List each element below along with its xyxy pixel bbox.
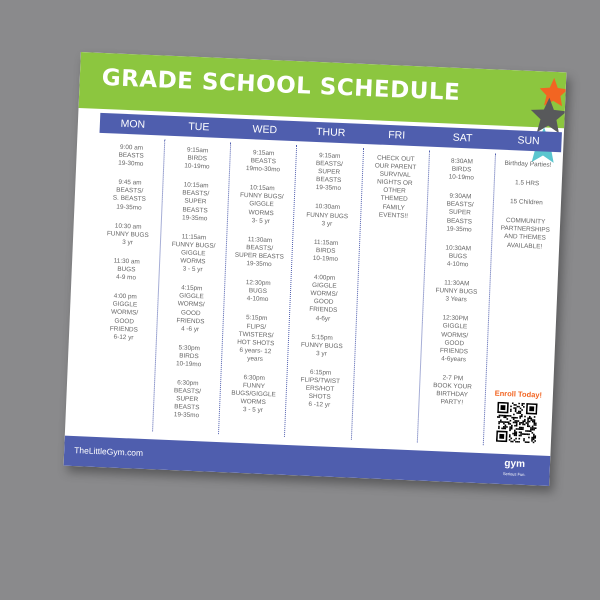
class-line: BIRTHDAY xyxy=(436,390,469,399)
class-line: AVAILABLE! xyxy=(506,241,543,251)
schedule-column-sat xyxy=(418,151,496,446)
class-entry xyxy=(167,146,227,173)
class-line: 9:30AM xyxy=(449,192,472,201)
class-line: 10-19mo xyxy=(448,173,474,182)
day-header-wed: WED xyxy=(252,123,278,137)
class-line: 4 -6 yr xyxy=(180,325,200,333)
class-line: BEASTS xyxy=(446,217,473,226)
class-line: BEASTS xyxy=(182,205,208,215)
class-line: BIRDS xyxy=(187,154,208,163)
class-line: TWISTERS/ xyxy=(238,330,274,339)
class-line: WORMS/ xyxy=(310,290,338,299)
class-line: 11:30am xyxy=(247,235,273,244)
class-line: 19-30mo xyxy=(118,159,144,168)
class-line: 10:30 am xyxy=(114,222,142,231)
class-line: BIRDS xyxy=(315,246,336,255)
class-line: 5:15pm xyxy=(311,333,333,342)
class-line: 5:15pm xyxy=(245,314,268,323)
schedule-column-wed xyxy=(219,142,297,437)
class-line: FUNNY BUGS xyxy=(435,287,478,296)
class-line: BEASTS/ xyxy=(315,160,344,169)
class-line: 10-19mo xyxy=(312,254,339,263)
class-entry xyxy=(94,292,155,343)
class-line: FUNNY BUGS/ xyxy=(171,240,216,250)
gym-logo xyxy=(503,459,527,480)
class-line: ERS/HOT xyxy=(305,384,335,393)
class-line: SUPER xyxy=(448,209,471,217)
website-link[interactable]: TheLittleGym.com xyxy=(73,445,144,458)
class-line: PARTNERSHIPS xyxy=(500,225,550,235)
class-line: SUPER xyxy=(184,197,207,206)
class-line: 10:30am xyxy=(315,203,341,212)
class-line: FRIENDS xyxy=(109,325,139,334)
class-line: HOT SHOTS xyxy=(236,338,275,348)
class-line: GIGGLE xyxy=(180,249,206,258)
class-line: 3 Years xyxy=(445,295,467,304)
class-line: NIGHTS OR xyxy=(376,178,413,188)
class-line: 11:15am xyxy=(313,238,339,247)
class-line: 19-35mo xyxy=(181,214,208,223)
class-entry xyxy=(101,143,161,170)
class-line: FUNNY BUGS xyxy=(300,341,343,350)
class-line: BIRDS xyxy=(179,352,199,361)
class-line: 4-9 mo xyxy=(115,273,137,282)
class-line: BUGS xyxy=(448,252,468,261)
schedule-column-sun xyxy=(484,153,561,447)
logo-tagline: Serious Fun. xyxy=(502,471,526,477)
class-line: GIGGLE xyxy=(179,292,204,301)
class-entry xyxy=(429,192,490,235)
class-line: 3 yr xyxy=(321,219,333,228)
class-line: FUNNY BUGS xyxy=(106,230,149,239)
class-line: 9:15am xyxy=(318,152,341,160)
class-line: GOOD xyxy=(180,308,201,317)
class-line: 1.5 HRS xyxy=(514,179,540,188)
class-line: WORMS xyxy=(240,398,266,407)
class-line: GIGGLE xyxy=(112,300,138,309)
class-line: 8:30AM xyxy=(450,157,474,166)
class-line: FUNNY BUGS/ xyxy=(239,192,284,201)
schedule-columns xyxy=(87,137,561,448)
schedule-column-fri xyxy=(351,148,429,443)
class-line: SURVIVAL xyxy=(379,170,411,180)
class-line: 3 yr xyxy=(315,349,327,358)
class-line: 9:15am xyxy=(252,149,275,158)
class-entry xyxy=(165,181,226,224)
class-line: GOOD xyxy=(313,298,334,307)
class-line: 12:30pm xyxy=(245,279,271,288)
class-entry xyxy=(229,235,289,270)
class-line: 10:30AM xyxy=(445,244,472,253)
class-line: 2-7 PM xyxy=(442,374,464,383)
class-entry xyxy=(497,179,556,190)
class-line: WORMS/ xyxy=(110,308,139,318)
day-header-mon: MON xyxy=(120,117,146,131)
class-line: 6 -12 yr xyxy=(308,401,331,410)
class-line: CHECK OUT xyxy=(376,154,415,164)
class-line: 15 Children xyxy=(509,198,543,207)
class-entry xyxy=(157,379,218,422)
class-line: 6-12 yr xyxy=(113,333,134,342)
class-line: BEASTS/ xyxy=(116,186,144,196)
class-line: FRIENDS xyxy=(309,306,338,315)
class-line: COMMUNITY xyxy=(505,217,546,226)
class-line: 6 years- 12 xyxy=(239,346,272,356)
class-line: EVENTS!! xyxy=(378,211,409,220)
class-line: 6:15pm xyxy=(309,368,332,377)
class-line: FAMILY xyxy=(382,203,406,212)
class-line: 19-35mo xyxy=(246,260,272,269)
class-line: WORMS xyxy=(180,257,206,266)
class-entry xyxy=(223,373,284,416)
orange-star-icon xyxy=(539,77,566,106)
class-line: BEASTS/ xyxy=(173,387,202,396)
class-line: 3 - 5 yr xyxy=(242,406,263,415)
class-entry xyxy=(96,257,156,284)
class-line: BUGS xyxy=(248,287,268,296)
class-line: GOOD xyxy=(444,339,465,347)
class-line: 19-35mo xyxy=(116,203,142,212)
class-line: 3 yr xyxy=(122,238,133,247)
class-line: 9:00 am xyxy=(119,143,144,152)
enroll-today-label: Enroll Today! xyxy=(494,388,543,400)
class-entry xyxy=(293,273,354,324)
class-line: 12:30PM xyxy=(442,314,469,323)
class-line: FRIENDS xyxy=(176,316,205,326)
class-line: WORMS xyxy=(248,208,274,217)
class-line: BEASTS/ xyxy=(446,200,474,209)
class-line: 4:00pm xyxy=(313,273,336,282)
class-line: Birthday Parties! xyxy=(504,159,552,169)
qr-code-icon[interactable] xyxy=(496,402,538,444)
class-line: FRIENDS xyxy=(439,346,469,356)
class-line: 4-6yr xyxy=(315,314,331,323)
class-line: 6:30pm xyxy=(243,374,266,382)
class-entry xyxy=(428,243,488,270)
class-line: years xyxy=(247,355,263,363)
schedule-flyer xyxy=(64,52,567,486)
class-entry xyxy=(163,232,224,275)
class-line: SHOTS xyxy=(308,393,331,401)
class-line: 4-10mo xyxy=(246,295,269,304)
class-entry xyxy=(297,203,357,230)
class-line: GOOD xyxy=(114,317,135,325)
logo-text: gym xyxy=(504,458,526,470)
class-line: SUPER xyxy=(175,395,199,404)
class-line: FUNNY xyxy=(242,382,266,391)
class-line: 19-35mo xyxy=(173,411,200,420)
class-line: 4:00 pm xyxy=(113,292,137,301)
class-line: WORMS/ xyxy=(441,330,469,339)
class-entry xyxy=(225,314,286,365)
class-entry xyxy=(364,154,426,221)
class-line: PARTY! xyxy=(440,398,464,407)
page-title: GRADE SCHOOL SCHEDULE xyxy=(101,64,461,106)
class-line: 10-19mo xyxy=(184,162,210,171)
class-entry xyxy=(498,160,557,171)
class-line: 9:15am xyxy=(186,146,209,155)
class-line: BIRDS xyxy=(451,165,472,174)
class-line: GIGGLE xyxy=(442,322,468,331)
class-line: GIGGLE xyxy=(249,200,274,209)
class-entry xyxy=(299,151,360,194)
class-entry xyxy=(233,149,293,176)
day-header-thur: THUR xyxy=(315,125,346,140)
day-header-sun: SUN xyxy=(517,134,540,148)
class-line: 11:30 am xyxy=(113,257,140,266)
class-line: BEASTS/ xyxy=(182,189,210,198)
class-line: OTHER xyxy=(383,187,406,196)
class-line: AND THEMES xyxy=(503,233,546,243)
class-line: 11:15am xyxy=(181,233,207,242)
class-entry xyxy=(160,284,221,335)
class-line: 19-35mo xyxy=(315,184,342,193)
class-line: SUPER xyxy=(317,168,341,177)
class-line: WORMS/ xyxy=(177,300,205,309)
class-entry xyxy=(98,222,158,249)
schedule-column-thur xyxy=(285,145,363,440)
class-line: 4-6years xyxy=(441,355,467,364)
class-line: 6:30pm xyxy=(177,379,199,388)
class-line: FLIPS/TWIST xyxy=(300,376,341,386)
class-entry xyxy=(290,368,351,411)
class-entry xyxy=(426,279,486,306)
class-line: S. BEASTS xyxy=(112,194,146,204)
class-line: 3 - 5 yr xyxy=(182,265,203,274)
class-line: 9:45 am xyxy=(118,178,142,187)
class-line: 19-35mo xyxy=(446,225,472,234)
class-line: BEASTS xyxy=(174,403,200,412)
class-entry xyxy=(497,198,556,209)
class-line: 10-19mo xyxy=(175,360,202,369)
class-line: 10:15am xyxy=(183,181,209,190)
class-entry xyxy=(231,184,292,227)
class-line: 4-10mo xyxy=(446,260,469,269)
class-line: GIGGLE xyxy=(311,282,337,291)
class-line: BEASTS xyxy=(118,151,144,160)
class-line: BUGS/GIGGLE xyxy=(231,389,276,399)
day-header-fri: FRI xyxy=(387,128,406,142)
class-entry xyxy=(431,157,491,184)
class-entry xyxy=(495,217,555,252)
schedule-column-tue xyxy=(153,140,231,435)
class-line: BEASTS xyxy=(250,157,277,166)
class-line: 11:30AM xyxy=(444,279,470,288)
class-entry xyxy=(422,374,482,409)
class-line: OUR PARENT xyxy=(374,162,417,172)
class-line: FLIPS/ xyxy=(246,322,267,331)
class-line: 5:30pm xyxy=(178,344,201,353)
class-entry xyxy=(99,178,159,213)
class-line: FUNNY BUGS xyxy=(306,211,349,220)
class-entry xyxy=(159,343,219,370)
class-line: BEASTS xyxy=(315,176,342,185)
class-entry xyxy=(228,279,288,306)
class-line: BUGS xyxy=(117,265,136,274)
class-line: BEASTS/ xyxy=(246,243,274,253)
class-line: SUPER BEASTS xyxy=(234,251,284,261)
day-header-tue: TUE xyxy=(188,120,210,134)
class-line: 4:15pm xyxy=(180,284,203,293)
class-line: THEMED xyxy=(380,195,408,204)
class-line: BOOK YOUR xyxy=(433,382,472,391)
class-entry xyxy=(292,333,352,360)
class-line: 10:15am xyxy=(249,184,275,193)
class-entry xyxy=(424,314,485,365)
day-header-sat: SAT xyxy=(452,131,473,145)
class-entry xyxy=(296,238,356,265)
class-line: 3- 5 yr xyxy=(251,216,271,225)
class-line: 19mo-30mo xyxy=(245,165,281,174)
schedule-column-mon xyxy=(87,137,165,432)
